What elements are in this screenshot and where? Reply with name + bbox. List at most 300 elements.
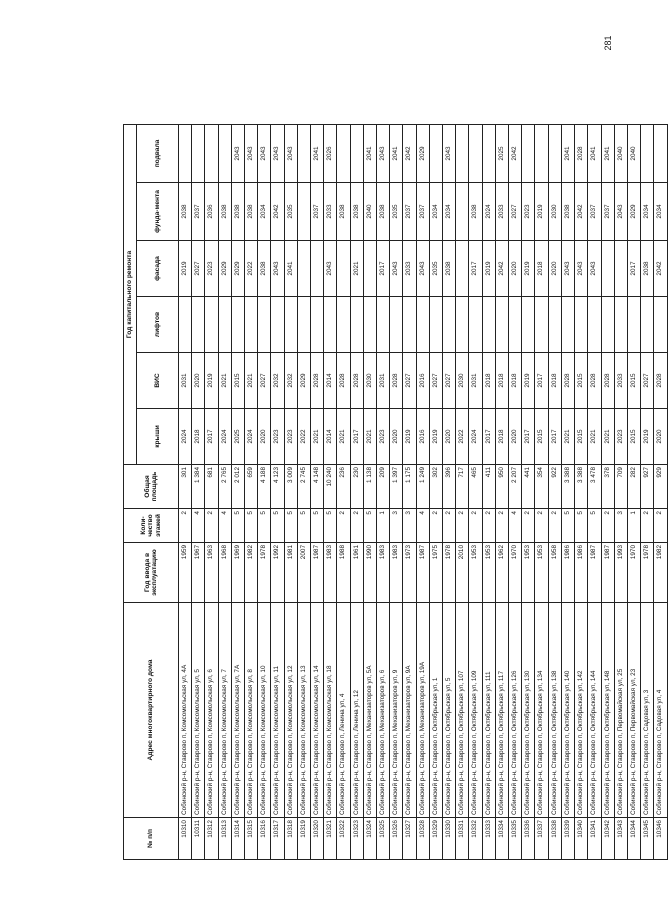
row-roof-year: 2020 <box>509 409 522 465</box>
row-facade-year: 2043 <box>390 241 403 297</box>
row-area: 4 123 <box>271 465 284 509</box>
row-facade-year: 2038 <box>443 241 456 297</box>
row-year: 1959 <box>179 543 192 603</box>
header-elevators: лифтов <box>137 297 179 353</box>
row-foundation-year: 2034 <box>443 183 456 241</box>
row-foundation-year: 2038 <box>245 183 258 241</box>
row-year: 1986 <box>561 543 574 603</box>
row-address: Собинский р-н, Ставрово п, Октябрьская ул, 5 <box>443 603 456 818</box>
table-row <box>297 124 310 859</box>
row-facade-year: 2027 <box>192 241 205 297</box>
row-year: 1982 <box>245 543 258 603</box>
row-elevators-year <box>443 297 456 353</box>
row-basement-year: 2025 <box>495 124 508 182</box>
table-row <box>192 124 205 859</box>
row-year: 1958 <box>548 543 561 603</box>
row-area: 282 <box>627 465 640 509</box>
row-id: 10321 <box>324 818 337 860</box>
row-area: 922 <box>548 465 561 509</box>
row-year: 1987 <box>311 543 324 603</box>
row-foundation-year: 2024 <box>482 183 495 241</box>
row-vis-year: 2020 <box>192 353 205 409</box>
row-elevators-year <box>641 297 654 353</box>
row-area: 2 765 <box>218 465 231 509</box>
row-elevators-year <box>535 297 548 353</box>
row-foundation-year: 2038 <box>469 183 482 241</box>
row-basement-year: 2041 <box>390 124 403 182</box>
row-foundation-year: 2037 <box>588 183 601 241</box>
row-vis-year: 2029 <box>297 353 310 409</box>
row-id: 10312 <box>205 818 218 860</box>
table-row <box>627 124 640 859</box>
row-area: 2 745 <box>297 465 310 509</box>
row-elevators-year <box>522 297 535 353</box>
row-foundation-year: 2038 <box>337 183 350 241</box>
row-facade-year <box>297 241 310 297</box>
table-row <box>456 124 469 859</box>
table-row <box>179 124 192 859</box>
table-row <box>363 124 376 859</box>
row-basement-year: 2043 <box>271 124 284 182</box>
row-id: 10317 <box>271 818 284 860</box>
row-basement-year: 2028 <box>575 124 588 182</box>
row-vis-year: 2028 <box>390 353 403 409</box>
row-year: 1978 <box>258 543 271 603</box>
row-vis-year: 2027 <box>443 353 456 409</box>
row-roof-year: 2020 <box>654 409 667 465</box>
row-address: Собинский р-н, Ставрово п, Октябрьская ул, 148 <box>601 603 614 818</box>
row-roof-year: 2023 <box>614 409 627 465</box>
row-foundation-year: 2019 <box>535 183 548 241</box>
row-basement-year <box>522 124 535 182</box>
row-vis-year: 2018 <box>509 353 522 409</box>
row-year: 1963 <box>205 543 218 603</box>
row-elevators-year <box>245 297 258 353</box>
header-roof: крыши <box>137 409 179 465</box>
row-vis-year: 2017 <box>535 353 548 409</box>
row-foundation-year: 2038 <box>350 183 363 241</box>
row-floors: 5 <box>297 509 310 543</box>
row-roof-year: 2023 <box>284 409 297 465</box>
row-area: 681 <box>205 465 218 509</box>
row-foundation-year <box>297 183 310 241</box>
row-id: 10324 <box>363 818 376 860</box>
row-elevators-year <box>456 297 469 353</box>
row-vis-year: 2019 <box>205 353 218 409</box>
row-area: 230 <box>350 465 363 509</box>
row-basement-year: 2040 <box>627 124 640 182</box>
header-facade: фасада <box>137 241 179 297</box>
header-vis: ВИС <box>137 353 179 409</box>
row-area: 4 188 <box>258 465 271 509</box>
table-row <box>509 124 522 859</box>
row-basement-year <box>337 124 350 182</box>
row-year: 1990 <box>363 543 376 603</box>
row-address: Собинский р-н, Ставрово п, Комсомольская ул, 18 <box>324 603 337 818</box>
row-floors: 5 <box>561 509 574 543</box>
row-address: Собинский р-н, Ставрово п, Октябрьская ул, 134 <box>535 603 548 818</box>
row-year: 1962 <box>495 543 508 603</box>
row-address: Собинский р-н, Ставрово п, Октябрьская ул, 138 <box>548 603 561 818</box>
row-foundation-year: 2036 <box>205 183 218 241</box>
row-elevators-year <box>192 297 205 353</box>
row-vis-year: 2027 <box>258 353 271 409</box>
row-foundation-year: 2030 <box>548 183 561 241</box>
row-id: 10326 <box>390 818 403 860</box>
header-floors: Коли-чество этажей <box>124 509 179 543</box>
row-facade-year <box>363 241 376 297</box>
row-basement-year: 2043 <box>245 124 258 182</box>
row-year: 1969 <box>231 543 244 603</box>
table-row <box>284 124 297 859</box>
row-vis-year: 2028 <box>601 353 614 409</box>
row-area: 301 <box>179 465 192 509</box>
row-floors: 2 <box>641 509 654 543</box>
row-foundation-year: 2038 <box>218 183 231 241</box>
row-floors: 2 <box>429 509 442 543</box>
table-row <box>495 124 508 859</box>
row-vis-year: 2030 <box>456 353 469 409</box>
row-floors: 3 <box>614 509 627 543</box>
row-basement-year <box>179 124 192 182</box>
row-id: 10342 <box>601 818 614 860</box>
row-facade-year: 2043 <box>575 241 588 297</box>
row-area: 950 <box>495 465 508 509</box>
row-facade-year: 2022 <box>245 241 258 297</box>
row-vis-year: 2028 <box>561 353 574 409</box>
row-address: Собинский р-н, Ставрово п, Комсомольская ул, 7А <box>231 603 244 818</box>
row-floors: 2 <box>495 509 508 543</box>
row-facade-year: 2019 <box>482 241 495 297</box>
row-basement-year: 2043 <box>377 124 390 182</box>
row-vis-year: 2030 <box>363 353 376 409</box>
row-year: 1973 <box>403 543 416 603</box>
row-area: 411 <box>482 465 495 509</box>
row-elevators-year <box>324 297 337 353</box>
row-elevators-year <box>350 297 363 353</box>
row-id: 10318 <box>284 818 297 860</box>
row-floors: 2 <box>482 509 495 543</box>
row-area: 236 <box>337 465 350 509</box>
row-area: 1 138 <box>363 465 376 509</box>
row-id: 10313 <box>218 818 231 860</box>
row-id: 10319 <box>297 818 310 860</box>
row-vis-year: 2031 <box>377 353 390 409</box>
row-floors: 4 <box>416 509 429 543</box>
row-facade-year <box>614 241 627 297</box>
table-row <box>469 124 482 859</box>
table-row <box>482 124 495 859</box>
row-elevators-year <box>231 297 244 353</box>
row-elevators-year <box>416 297 429 353</box>
row-facade-year: 2042 <box>495 241 508 297</box>
row-vis-year: 2018 <box>548 353 561 409</box>
row-id: 10337 <box>535 818 548 860</box>
row-address: Собинский р-н, Ставрово п, Комсомольская ул, 12 <box>284 603 297 818</box>
row-area: 302 <box>429 465 442 509</box>
row-foundation-year: 2037 <box>403 183 416 241</box>
row-area: 3 388 <box>561 465 574 509</box>
row-year: 1953 <box>482 543 495 603</box>
row-foundation-year: 2023 <box>522 183 535 241</box>
row-roof-year: 2024 <box>469 409 482 465</box>
row-year: 1987 <box>588 543 601 603</box>
row-vis-year: 2019 <box>522 353 535 409</box>
row-facade-year <box>311 241 324 297</box>
row-elevators-year <box>311 297 324 353</box>
row-area: 2 207 <box>509 465 522 509</box>
row-area: 3 478 <box>588 465 601 509</box>
row-year: 1967 <box>192 543 205 603</box>
row-address: Собинский р-н, Ставрово п, Октябрьская ул, 126 <box>509 603 522 818</box>
row-roof-year: 2020 <box>443 409 456 465</box>
row-area: 396 <box>443 465 456 509</box>
row-id: 10331 <box>456 818 469 860</box>
row-elevators-year <box>482 297 495 353</box>
row-foundation-year: 2033 <box>324 183 337 241</box>
row-elevators-year <box>601 297 614 353</box>
row-elevators-year <box>297 297 310 353</box>
row-vis-year: 2018 <box>482 353 495 409</box>
row-year: 1983 <box>377 543 390 603</box>
row-address: Собинский р-н, Ставрово п, Октябрьская ул, 111 <box>482 603 495 818</box>
row-area: 441 <box>522 465 535 509</box>
row-foundation-year: 2038 <box>377 183 390 241</box>
row-vis-year: 2028 <box>350 353 363 409</box>
row-id: 10314 <box>231 818 244 860</box>
row-elevators-year <box>205 297 218 353</box>
row-floors: 5 <box>284 509 297 543</box>
row-basement-year <box>429 124 442 182</box>
row-facade-year <box>456 241 469 297</box>
row-foundation-year: 2037 <box>601 183 614 241</box>
row-year: 1953 <box>522 543 535 603</box>
row-foundation-year: 2038 <box>231 183 244 241</box>
row-floors: 4 <box>192 509 205 543</box>
row-roof-year: 2020 <box>258 409 271 465</box>
row-roof-year: 2023 <box>271 409 284 465</box>
row-id: 10334 <box>495 818 508 860</box>
row-foundation-year: 2037 <box>311 183 324 241</box>
row-address: Собинский р-н, Ставрово п, Октябрьская ул, 107 <box>456 603 469 818</box>
row-basement-year: 2042 <box>509 124 522 182</box>
row-elevators-year <box>614 297 627 353</box>
row-elevators-year <box>509 297 522 353</box>
row-elevators-year <box>363 297 376 353</box>
table-row <box>575 124 588 859</box>
row-roof-year: 2017 <box>482 409 495 465</box>
row-address: Собинский р-н, Ставрово п, Первомайская ул, 23 <box>627 603 640 818</box>
row-foundation-year: 2037 <box>416 183 429 241</box>
row-vis-year: 2028 <box>588 353 601 409</box>
row-year: 1987 <box>416 543 429 603</box>
row-roof-year: 2020 <box>390 409 403 465</box>
row-foundation-year: 2034 <box>258 183 271 241</box>
row-year: 1987 <box>601 543 614 603</box>
row-vis-year: 2027 <box>641 353 654 409</box>
row-elevators-year <box>337 297 350 353</box>
row-roof-year: 2024 <box>179 409 192 465</box>
row-elevators-year <box>377 297 390 353</box>
row-roof-year: 2019 <box>429 409 442 465</box>
table-row <box>601 124 614 859</box>
row-address: Собинский р-н, Ставрово п, Октябрьская ул, 130 <box>522 603 535 818</box>
row-id: 10311 <box>192 818 205 860</box>
row-foundation-year: 2037 <box>192 183 205 241</box>
row-id: 10340 <box>575 818 588 860</box>
row-year: 1970 <box>627 543 640 603</box>
row-address: Собинский р-н, Ставрово п, Первомайская ул, 25 <box>614 603 627 818</box>
header-area: Общая площадь <box>124 465 179 509</box>
row-floors: 4 <box>509 509 522 543</box>
row-year: 1978 <box>443 543 456 603</box>
row-facade-year: 2029 <box>231 241 244 297</box>
row-elevators-year <box>548 297 561 353</box>
row-roof-year: 2017 <box>522 409 535 465</box>
row-foundation-year <box>456 183 469 241</box>
row-facade-year: 2043 <box>271 241 284 297</box>
row-id: 10320 <box>311 818 324 860</box>
row-area: 1 397 <box>390 465 403 509</box>
table-row <box>218 124 231 859</box>
row-facade-year: 2017 <box>469 241 482 297</box>
row-area: 709 <box>614 465 627 509</box>
row-facade-year: 2035 <box>429 241 442 297</box>
row-elevators-year <box>284 297 297 353</box>
header-foundation: фунда-мента <box>137 183 179 241</box>
row-basement-year <box>297 124 310 182</box>
row-basement-year: 2041 <box>363 124 376 182</box>
row-roof-year: 2021 <box>311 409 324 465</box>
row-year: 1983 <box>390 543 403 603</box>
row-roof-year: 2015 <box>535 409 548 465</box>
row-id: 10332 <box>469 818 482 860</box>
table-row <box>588 124 601 859</box>
row-basement-year: 2026 <box>324 124 337 182</box>
row-basement-year <box>535 124 548 182</box>
row-floors: 3 <box>403 509 416 543</box>
row-floors: 2 <box>654 509 667 543</box>
row-floors: 2 <box>548 509 561 543</box>
row-facade-year <box>601 241 614 297</box>
row-address: Собинский р-н, Ставрово п, Комсомольская ул, 10 <box>258 603 271 818</box>
row-address: Собинский р-н, Ставрово п, Садовая ул, 4 <box>654 603 667 818</box>
row-id: 10330 <box>443 818 456 860</box>
row-floors: 2 <box>350 509 363 543</box>
row-year: 1970 <box>509 543 522 603</box>
row-vis-year: 2032 <box>284 353 297 409</box>
row-id: 10315 <box>245 818 258 860</box>
row-foundation-year: 2027 <box>509 183 522 241</box>
row-vis-year: 2027 <box>403 353 416 409</box>
table-row <box>654 124 667 859</box>
row-id: 10327 <box>403 818 416 860</box>
row-area: 717 <box>456 465 469 509</box>
row-elevators-year <box>390 297 403 353</box>
row-facade-year: 2019 <box>522 241 535 297</box>
row-foundation-year: 2043 <box>614 183 627 241</box>
capital-repair-table <box>123 124 668 860</box>
row-vis-year: 2032 <box>271 353 284 409</box>
row-vis-year: 2021 <box>218 353 231 409</box>
row-vis-year: 2014 <box>324 353 337 409</box>
row-facade-year: 2043 <box>588 241 601 297</box>
row-elevators-year <box>218 297 231 353</box>
row-elevators-year <box>429 297 442 353</box>
row-elevators-year <box>179 297 192 353</box>
row-id: 10323 <box>350 818 363 860</box>
row-year: 1978 <box>641 543 654 603</box>
row-id: 10345 <box>641 818 654 860</box>
row-facade-year: 2043 <box>324 241 337 297</box>
row-foundation-year: 2033 <box>495 183 508 241</box>
row-basement-year: 2041 <box>561 124 574 182</box>
row-facade-year: 2038 <box>641 241 654 297</box>
row-vis-year: 2015 <box>231 353 244 409</box>
table-row <box>324 124 337 859</box>
row-facade-year: 2029 <box>218 241 231 297</box>
row-address: Собинский р-н, Ставрово п, Комсомольская ул, 11 <box>271 603 284 818</box>
row-year: 1988 <box>337 543 350 603</box>
row-facade-year: 2017 <box>627 241 640 297</box>
row-elevators-year <box>469 297 482 353</box>
row-address: Собинский р-н, Ставрово п, Октябрьская ул, 1 <box>429 603 442 818</box>
row-floors: 2 <box>535 509 548 543</box>
row-foundation-year: 2034 <box>429 183 442 241</box>
row-floors: 5 <box>271 509 284 543</box>
row-address: Собинский р-н, Ставрово п, Октябрьская ул, 140 <box>561 603 574 818</box>
table-row <box>258 124 271 859</box>
row-basement-year <box>641 124 654 182</box>
row-foundation-year: 2042 <box>575 183 588 241</box>
row-area: 209 <box>377 465 390 509</box>
row-roof-year: 2019 <box>641 409 654 465</box>
row-basement-year <box>205 124 218 182</box>
row-vis-year: 2028 <box>311 353 324 409</box>
row-id: 10310 <box>179 818 192 860</box>
row-facade-year: 2038 <box>258 241 271 297</box>
row-basement-year <box>482 124 495 182</box>
row-address: Собинский р-н, Ставрово п, Садовая ул, 3 <box>641 603 654 818</box>
row-roof-year: 2023 <box>377 409 390 465</box>
row-floors: 2 <box>443 509 456 543</box>
row-roof-year: 2021 <box>588 409 601 465</box>
header-address: Адрес многоквартирного дома <box>124 603 179 818</box>
row-address: Собинский р-н, Ставрово п, Комсомольская ул, 13 <box>297 603 310 818</box>
header-year: Год ввода в эксплуатацию <box>124 543 179 603</box>
row-year: 1975 <box>429 543 442 603</box>
row-facade-year: 2043 <box>416 241 429 297</box>
row-foundation-year: 2040 <box>363 183 376 241</box>
header-num: № п/п <box>124 818 179 860</box>
row-year: 1953 <box>535 543 548 603</box>
row-year: 1982 <box>654 543 667 603</box>
table-row <box>205 124 218 859</box>
row-roof-year: 2021 <box>337 409 350 465</box>
row-floors: 2 <box>601 509 614 543</box>
row-foundation-year: 2042 <box>271 183 284 241</box>
row-floors: 5 <box>588 509 601 543</box>
row-vis-year: 2028 <box>654 353 667 409</box>
row-vis-year: 2015 <box>575 353 588 409</box>
row-id: 10338 <box>548 818 561 860</box>
row-basement-year: 2043 <box>284 124 297 182</box>
row-basement-year <box>456 124 469 182</box>
row-year: 1993 <box>614 543 627 603</box>
row-id: 10329 <box>429 818 442 860</box>
row-vis-year: 2018 <box>495 353 508 409</box>
row-elevators-year <box>575 297 588 353</box>
